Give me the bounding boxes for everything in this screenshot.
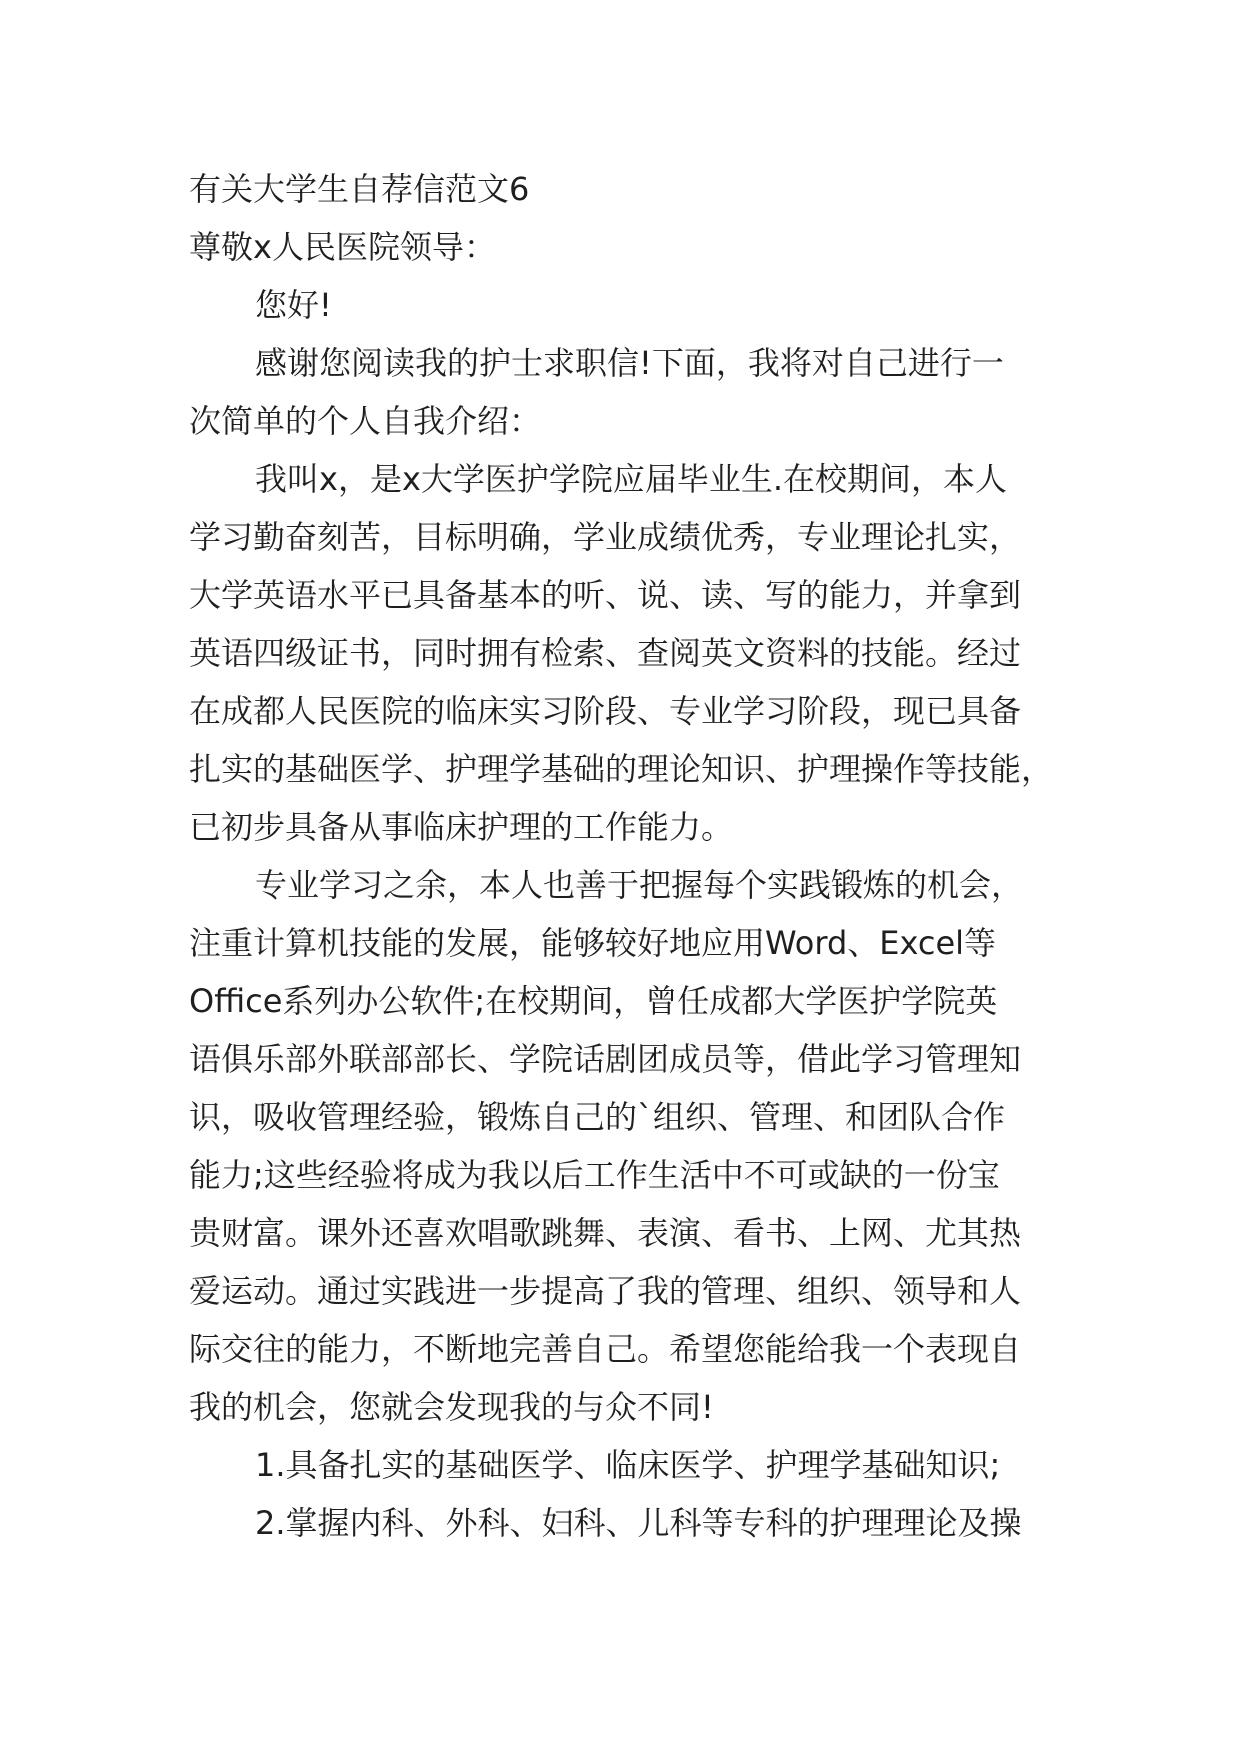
list-item-line: 2.掌握内科、外科、妇科、儿科等专科的护理理论及操 <box>255 1504 1022 1542</box>
paragraph-line: 语俱乐部外联部部长、学院话剧团成员等，借此学习管理知 <box>189 1040 1022 1078</box>
paragraph-line: 大学英语水平已具备基本的听、说、读、写的能力，并拿到 <box>189 576 1022 614</box>
greeting: 您好! <box>255 286 332 324</box>
paragraph-line: 次简单的个人自我介绍： <box>189 402 542 440</box>
salutation: 尊敬x人民医院领导： <box>189 228 496 266</box>
paragraph-line: 感谢您阅读我的护士求职信!下面，我将对自己进行一 <box>255 344 1004 382</box>
paragraph-activities <box>189 856 1069 1436</box>
paragraph-line: 专业学习之余，本人也善于把握每个实践锻炼的机会， <box>255 866 1024 904</box>
paragraph-line: 爱运动。通过实践进一步提高了我的管理、组织、领导和人 <box>189 1272 1022 1310</box>
paragraph-line: 注重计算机技能的发展，能够较好地应用Word、Excel等 <box>189 924 997 962</box>
paragraph-line: 扎实的基础医学、护理学基础的理论知识、护理操作等技能， <box>189 750 1054 788</box>
paragraph-line: 际交往的能力，不断地完善自己。希望您能给我一个表现自 <box>189 1330 1022 1368</box>
letter-title: 有关大学生自荐信范文6 <box>189 170 530 208</box>
paragraph-intro <box>189 334 1069 450</box>
paragraph-line: 我叫x，是x大学医护学院应届毕业生.在校期间，本人 <box>255 460 1008 498</box>
paragraph-line: Office系列办公软件;在校期间，曾任成都大学医护学院英 <box>189 982 998 1020</box>
paragraph-line: 识，吸收管理经验，锻炼自己的`组织、管理、和团队合作 <box>189 1098 1006 1136</box>
paragraph-line: 在成都人民医院的临床实习阶段、专业学习阶段，现已具备 <box>189 692 1022 730</box>
list-item <box>189 1494 1069 1552</box>
letter-body <box>189 160 1069 1552</box>
paragraph-background <box>189 450 1069 856</box>
list-item-line: 1.具备扎实的基础医学、临床医学、护理学基础知识; <box>255 1446 1001 1484</box>
paragraph-line: 能力;这些经验将成为我以后工作生活中不可或缺的一份宝 <box>189 1156 1000 1194</box>
paragraph-line: 英语四级证书，同时拥有检索、查阅英文资料的技能。经过 <box>189 634 1022 672</box>
paragraph-line: 已初步具备从事临床护理的工作能力。 <box>189 808 734 846</box>
list-item <box>189 1436 1069 1494</box>
paragraph-line: 贵财富。课外还喜欢唱歌跳舞、表演、看书、上网、尤其热 <box>189 1214 1022 1252</box>
paragraph-line: 学习勤奋刻苦，目标明确，学业成绩优秀，专业理论扎实， <box>189 518 1022 556</box>
paragraph-line: 我的机会，您就会发现我的与众不同! <box>189 1388 714 1426</box>
